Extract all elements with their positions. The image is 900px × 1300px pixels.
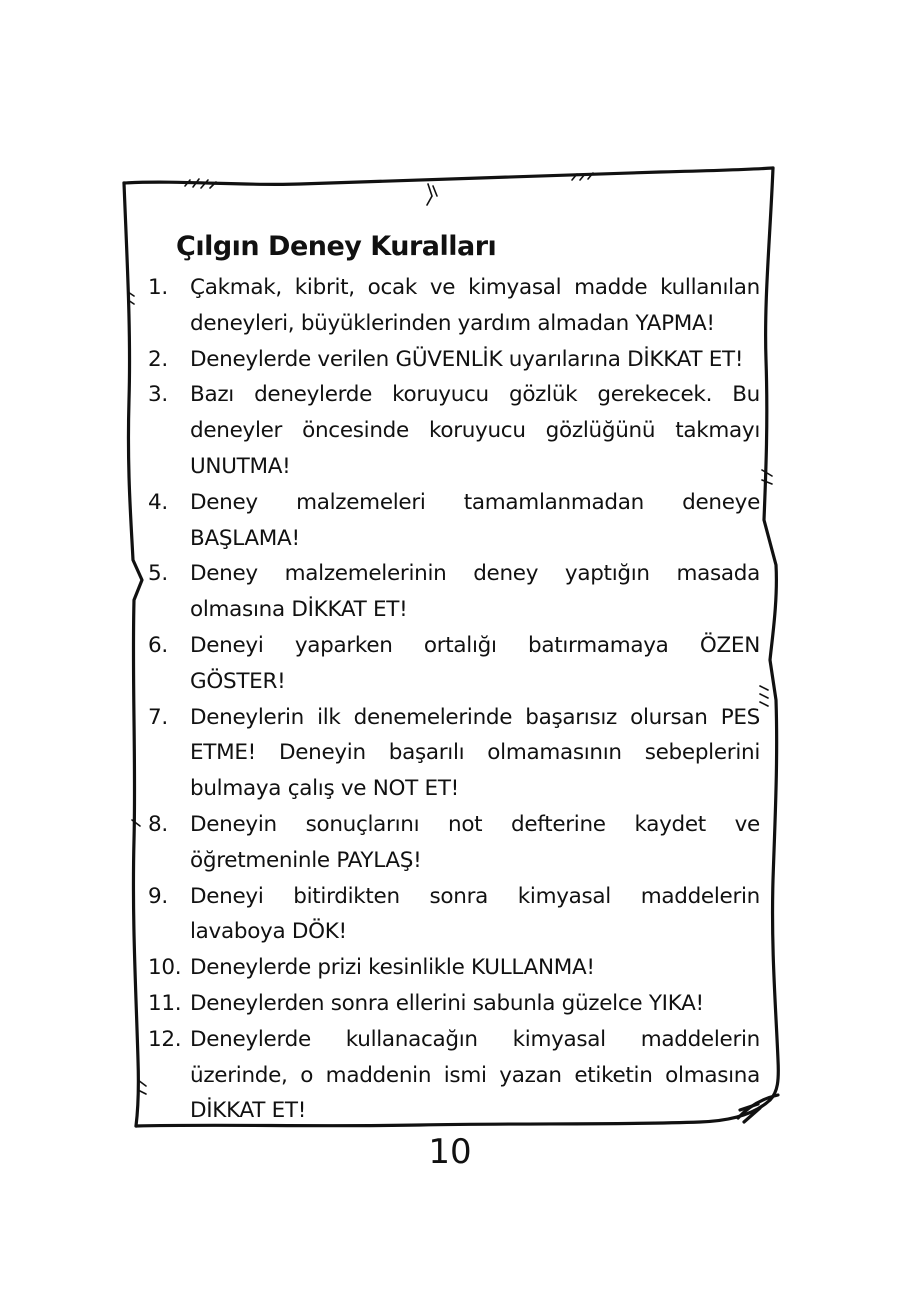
list-item (148, 950, 760, 986)
list-item-text: Deneylerden sonra ellerini sabunla güzelce YIKA! (190, 990, 704, 1016)
list-item (148, 342, 760, 378)
list-item-number: 5. (148, 561, 168, 587)
list-item (148, 1022, 760, 1129)
list-item-text: Deneylerin ilk denemelerinde başarısız olursan PES ETME! Deneyin başarılı olmamasının sebeplerini bulmaya çalış ve NOT ET! (190, 704, 760, 802)
list-item (148, 879, 760, 951)
list-item-number: 12. (148, 1026, 182, 1052)
rules-panel (148, 228, 760, 1129)
list-item (148, 270, 760, 342)
list-item-number: 1. (148, 275, 168, 300)
list-item-text: Deneyi bitirdikten sonra kimyasal maddelerin lavaboya DÖK! (190, 883, 760, 945)
list-item (148, 700, 760, 807)
list-item (148, 556, 760, 628)
list-item-number: 2. (148, 346, 168, 372)
list-item-text: Deneyi yaparken ortalığı batırmamaya ÖZEN GÖSTER! (190, 632, 760, 694)
list-item-number: 10. (148, 955, 182, 981)
list-item-number: 6. (148, 632, 168, 658)
page-number: 10 (428, 1132, 472, 1172)
list-item-text: Deneyin sonuçlarını not defterine kaydet ve öğretmeninle PAYLAŞ! (190, 811, 760, 873)
page-title: Çılgın Deney Kuralları (176, 231, 497, 262)
rules-list (148, 270, 760, 1129)
list-item (148, 485, 760, 557)
list-item-number: 4. (148, 489, 168, 515)
list-item-number: 8. (148, 811, 168, 837)
list-item (148, 377, 760, 484)
list-item-text: Deney malzemelerinin deney yaptığın masada olmasına DİKKAT ET! (190, 561, 760, 623)
list-item-text: Bazı deneylerde koruyucu gözlük gerekecek. Bu deneyler öncesinde koruyucu gözlüğünü takmayı UNUTMA! (190, 382, 760, 479)
list-item (148, 628, 760, 700)
list-item-text: Çakmak, kibrit, ocak ve kimyasal madde kullanılan deneyleri, büyüklerinden yardım almadan YAPMA! (190, 275, 760, 336)
list-item-number: 9. (148, 883, 168, 909)
list-item-text: Deneylerde prizi kesinlikle KULLANMA! (190, 955, 595, 981)
list-item-number: 3. (148, 382, 168, 408)
list-item-number: 7. (148, 704, 168, 730)
list-item (148, 986, 760, 1022)
list-item (148, 807, 760, 879)
list-item-number: 11. (148, 990, 182, 1016)
list-item-text: Deney malzemeleri tamamlanmadan deneye BAŞLAMA! (190, 489, 760, 551)
list-item-text: Deneylerde verilen GÜVENLİK uyarılarına DİKKAT ET! (190, 346, 744, 372)
list-item-text: Deneylerde kullanacağın kimyasal maddelerin üzerinde, o maddenin ismi yazan etiketin olmasına DİKKAT ET! (190, 1026, 760, 1124)
